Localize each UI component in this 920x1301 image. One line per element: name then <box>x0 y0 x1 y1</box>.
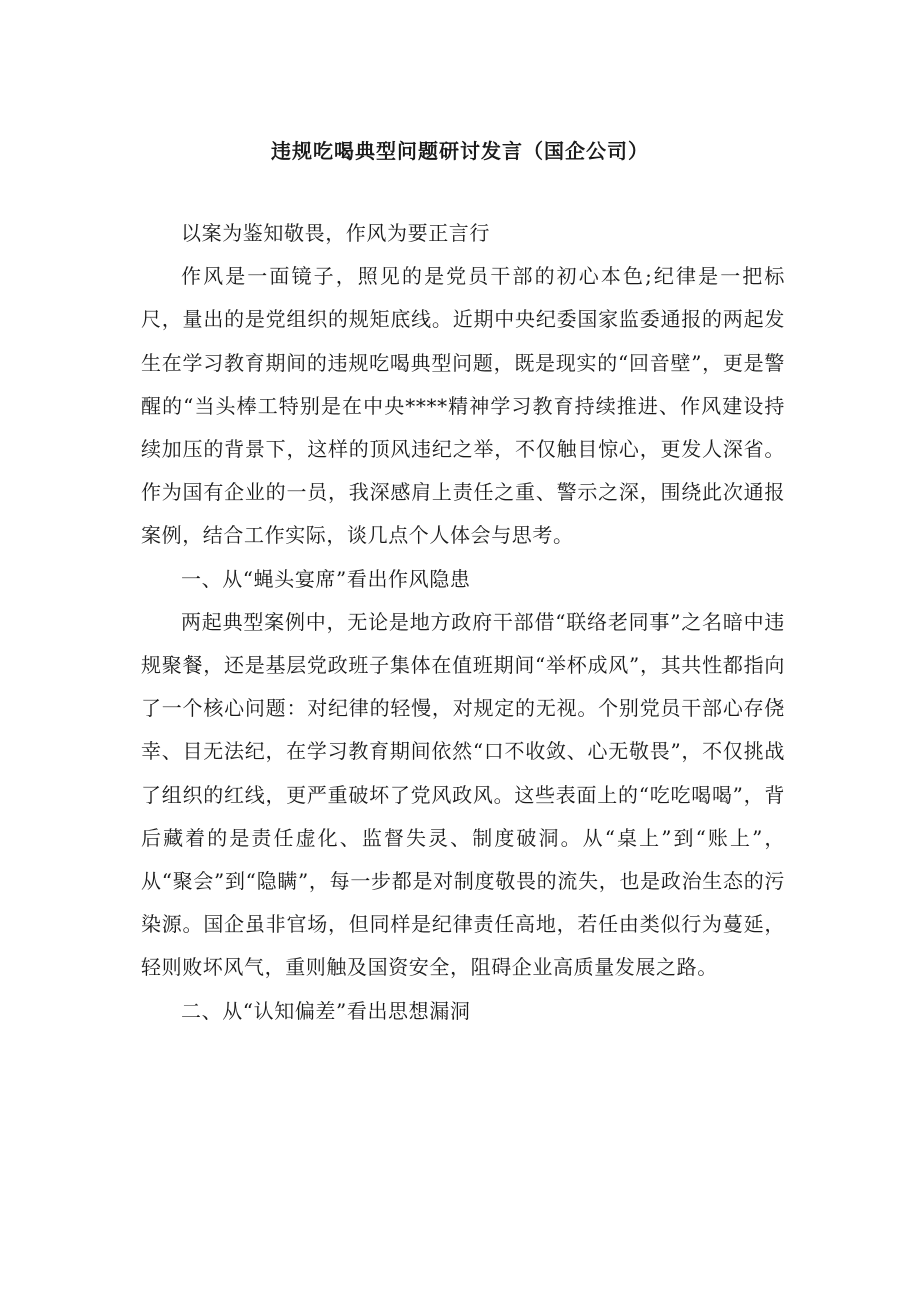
section-heading-2: 二、从“认知偏差”看出思想漏洞 <box>181 998 471 1023</box>
subtitle-paragraph: 以案为鉴知敬畏，作风为要正言行 <box>181 221 490 245</box>
document-title: 违规吃喝典型问题研讨发言（国企公司） <box>271 139 649 163</box>
document-body <box>141 212 785 1033</box>
section-heading-1: 一、从“蝇头宴席”看出作风隐患 <box>181 566 471 591</box>
intro-paragraph: 作风是一面镜子，照见的是党员干部的初心本色;纪律是一把标尺，量出的是党组织的规矩底线。近期中央纪委国家监委通报的两起发生在学习教育期间的违规吃喝典型问题，既是现实的“回音壁”，更是警醒的“当头棒工特别是在中央****精神学习教育持续推进、作风建设持续加压的背景下，这样的顶风违纪之举，不仅触目惊心，更发人深省。作为国有企业的一员，我深感肩上责任之重、警示之深，围绕此次通报案例，结合工作实际，谈几点个人体会与思考。 <box>141 264 785 548</box>
section-1-paragraph: 两起典型案例中，无论是地方政府干部借“联络老同事”之名暗中违规聚餐，还是基层党政班子集体在值班期间“举杯成风”，其共性都指向了一个核心问题：对纪律的轻慢，对规定的无视。个别党员干部心存侥幸、目无法纪，在学习教育期间依然“口不收敛、心无敬畏”，不仅挑战了组织的红线，更严重破坏了党风政风。这些表面上的“吃吃喝喝”，背后藏着的是责任虚化、监督失灵、制度破洞。从“桌上”到“账上”，从“聚会”到“隐瞒”，每一步都是对制度敬畏的流失，也是政治生态的污染源。国企虽非官场，但同样是纪律责任高地，若任由类似行为蔓延，轻则败坏风气，重则触及国资安全，阻碍企业高质量发展之路。 <box>141 609 785 980</box>
